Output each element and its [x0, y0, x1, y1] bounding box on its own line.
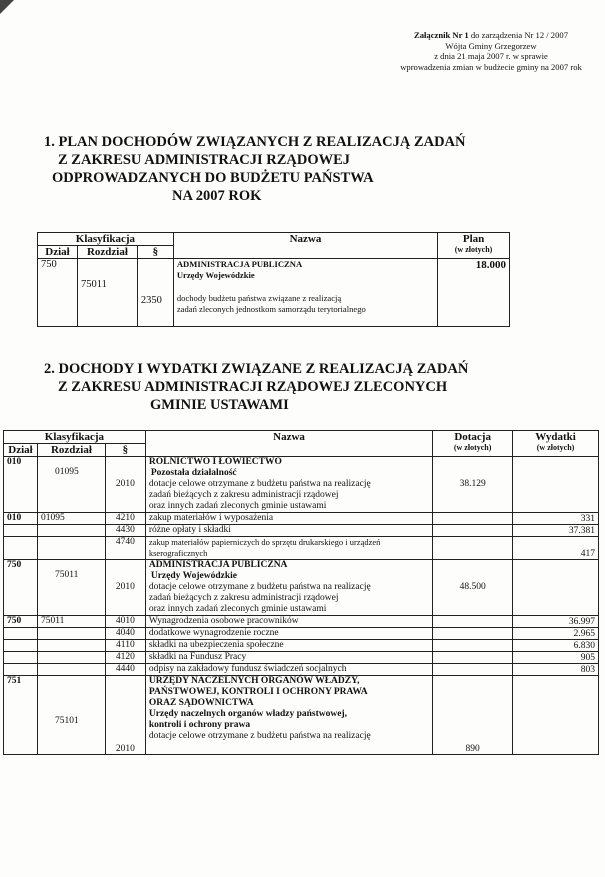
name-line: składki na Fundusz Pracy: [148, 652, 247, 662]
cell-dzial: [4, 652, 38, 664]
cell-rozdzial: 75011: [37, 616, 105, 628]
cell-dotacja: [433, 664, 513, 676]
table-row: [4, 640, 599, 652]
annex-header: [380, 30, 602, 72]
cell-wydatki: 331: [513, 513, 599, 525]
cell-paragraf: 4120: [105, 652, 145, 664]
table-row: [4, 616, 599, 628]
header-dotacja-label: Dotacja: [454, 431, 491, 443]
name-line: Urzędy naczelnych organów władzy państwowej,: [148, 709, 348, 719]
cell-dotacja: [433, 640, 513, 652]
name-line: kserograficznych: [148, 548, 208, 558]
cell-dotacja: [433, 457, 513, 513]
header-wydatki-label: Wydatki: [535, 431, 576, 443]
cell-wydatki: 37.381: [513, 525, 599, 537]
cell-wydatki: 36.997: [513, 616, 599, 628]
cell-dotacja: [433, 537, 513, 560]
annex-issuer: Wójta Gminy Grzegorzew: [445, 40, 537, 51]
name-line: zadań zleconych jednostkom samorządu terytorialnego: [176, 304, 366, 314]
cell-nazwa: [145, 537, 432, 560]
section2-title-line: Z ZAKRESU ADMINISTRACJI RZĄDOWEJ ZLECONYCH: [58, 379, 448, 395]
cell-wydatki: [513, 560, 599, 616]
section1-title-line: ODPROWADZANYCH DO BUDŻETU PAŃSTWA: [52, 170, 374, 186]
cell-rozdzial: [37, 664, 105, 676]
header-dotacja: [433, 431, 513, 457]
cell-rozdzial-value: 75011: [54, 570, 79, 580]
cell-wydatki: [513, 676, 599, 755]
cell-paragraf: [105, 560, 145, 616]
cell-plan: 18.000: [438, 259, 510, 327]
section1-title-line: NA 2007 ROK: [172, 188, 262, 204]
header-dzial: Dział: [38, 246, 78, 259]
cell-dzial: 750: [4, 616, 38, 628]
page-fold-corner: [0, 0, 14, 14]
cell-wydatki: [513, 457, 599, 513]
cell-rozdzial: [37, 525, 105, 537]
header-paragraf: §: [105, 444, 145, 457]
table-row: [4, 513, 599, 525]
header-rozdzial: Rozdział: [77, 246, 137, 259]
section2-title-line: 2. DOCHODY I WYDATKI ZWIĄZANE Z REALIZACJĄ ZADAŃ: [44, 361, 469, 377]
cell-dzial: [4, 640, 38, 652]
header-plan-label: Plan: [462, 233, 485, 245]
name-line: ORAZ SĄDOWNICTWA: [148, 698, 254, 708]
section1-title: [44, 133, 544, 205]
name-line: Pozostała działalność: [150, 468, 237, 478]
cell-dotacja-value: 38.129: [459, 479, 486, 489]
header-plan: [438, 233, 510, 259]
income-expense-table: [3, 430, 599, 755]
section2-title: [44, 360, 554, 414]
annex-ref: do zarządzenia Nr 12 / 2007: [468, 30, 568, 40]
name-line: dodatkowe wynagrodzenie roczne: [148, 628, 279, 638]
cell-dotacja: [433, 513, 513, 525]
table-row: [4, 457, 599, 513]
cell-rozdzial: [37, 457, 105, 513]
cell-rozdzial: [37, 560, 105, 616]
cell-dotacja-value: 890: [465, 744, 480, 754]
income-expense-rows: [4, 457, 599, 755]
cell-dotacja: [433, 560, 513, 616]
cell-dotacja: [433, 652, 513, 664]
header-klasyfikacja: Klasyfikacja: [38, 233, 174, 246]
cell-nazwa: [145, 652, 432, 664]
cell-nazwa: [145, 616, 432, 628]
cell-rozdzial: [37, 652, 105, 664]
cell-nazwa: [145, 457, 432, 513]
name-line: Urzędy Wojewódzkie: [150, 571, 237, 581]
cell-dzial: 010: [4, 457, 38, 513]
cell-wydatki: 2.965: [513, 628, 599, 640]
name-line: Wynagrodzenia osobowe pracowników: [148, 616, 299, 626]
cell-dotacja: [433, 525, 513, 537]
cell-dzial: 750: [38, 259, 78, 327]
cell-dzial: 750: [4, 560, 38, 616]
header-nazwa: Nazwa: [173, 233, 437, 259]
cell-paragraf-value: 2010: [115, 582, 135, 592]
name-line: zakup materiałów papierniczych do sprzętu drukarskiego i urządzeń: [148, 537, 381, 547]
section2-title-line: GMINIE USTAWAMI: [150, 397, 289, 413]
cell-paragraf: [105, 676, 145, 755]
cell-rozdzial: [37, 640, 105, 652]
header-wydatki-unit: (w złotych): [536, 443, 575, 452]
table-row: [4, 664, 599, 676]
cell-wydatki: 803: [513, 664, 599, 676]
cell-paragraf: 4040: [105, 628, 145, 640]
annex-subject: wprowadzenia zmian w budżecie gminy na 2007 rok: [400, 61, 582, 72]
cell-paragraf-value: 2350: [140, 295, 162, 306]
cell-paragraf: 4210: [105, 513, 145, 525]
name-line: PAŃSTWOWEJ, KONTROLI I OCHRONY PRAWA: [148, 687, 368, 697]
name-line: składki na ubezpieczenia społeczne: [148, 640, 284, 650]
name-line: dotacje celowe otrzymane z budżetu państwa na realizację: [148, 731, 371, 741]
name-line: ADMINISTRACJA PUBLICZNA: [148, 560, 288, 570]
name-line: zakup materiałów i wyposażenia: [148, 513, 274, 523]
name-line: ADMINISTRACJA PUBLICZNA: [176, 259, 303, 269]
cell-paragraf: 4740: [105, 537, 145, 560]
cell-nazwa: [145, 664, 432, 676]
header-paragraf: §: [137, 246, 173, 259]
cell-dzial: [4, 525, 38, 537]
name-line: dotacje celowe otrzymane z budżetu państwa na realizację: [148, 582, 371, 592]
table-row: [4, 628, 599, 640]
name-line: dotacje celowe otrzymane z budżetu państwa na realizację: [148, 479, 371, 489]
income-plan-table: [37, 232, 510, 327]
name-line: URZĘDY NACZELNYCH ORGANÓW WŁADZY,: [148, 676, 360, 686]
cell-paragraf-value: 2010: [115, 744, 135, 754]
name-line: dochody budżetu państwa związane z realizacją: [176, 293, 342, 303]
cell-paragraf: 4110: [105, 640, 145, 652]
cell-dzial: [4, 664, 38, 676]
cell-paragraf: [105, 457, 145, 513]
cell-paragraf: 4430: [105, 525, 145, 537]
cell-dzial: 010: [4, 513, 38, 525]
cell-wydatki: 417: [513, 537, 599, 560]
annex-date: z dnia 21 maja 2007 r. w sprawie: [434, 51, 548, 61]
cell-wydatki: 905: [513, 652, 599, 664]
cell-rozdzial: [77, 259, 137, 327]
header-klasyfikacja: Klasyfikacja: [4, 431, 146, 444]
table-row: [4, 560, 599, 616]
cell-paragraf-value: 2010: [115, 479, 135, 489]
header-wydatki: [513, 431, 599, 457]
cell-nazwa: [145, 560, 432, 616]
cell-dzial: [4, 628, 38, 640]
name-line: zadań bieżących z zakresu administracji rządowej: [148, 593, 339, 603]
header-dzial: Dział: [4, 444, 38, 457]
name-line: różne opłaty i składki: [148, 525, 231, 535]
cell-nazwa: [145, 525, 432, 537]
cell-rozdzial: 01095: [37, 513, 105, 525]
cell-wydatki: 6.830: [513, 640, 599, 652]
cell-dotacja: [433, 616, 513, 628]
annex-number: Załącznik Nr 1: [413, 30, 469, 40]
name-line: ROLNICTWO I ŁOWIECTWO: [148, 457, 282, 467]
cell-dzial: 751: [4, 676, 38, 755]
cell-nazwa: [145, 676, 432, 755]
header-plan-unit: (w złotych): [454, 245, 493, 254]
cell-dotacja-value: 48.500: [459, 582, 486, 592]
cell-rozdzial: [37, 537, 105, 560]
name-line: Urzędy Wojewódzkie: [176, 270, 255, 280]
cell-nazwa: [145, 640, 432, 652]
cell-paragraf: 4010: [105, 616, 145, 628]
table-row: [4, 525, 599, 537]
cell-rozdzial: [37, 628, 105, 640]
table-row: [4, 652, 599, 664]
cell-dzial: [4, 537, 38, 560]
table-row: [4, 537, 599, 560]
section1-title-line: 1. PLAN DOCHODÓW ZWIĄZANYCH Z REALIZACJĄ ZADAŃ: [44, 134, 466, 150]
cell-rozdzial-value: 75011: [80, 279, 107, 290]
name-line: odpisy na zakładowy fundusz świadczeń socjalnych: [148, 664, 347, 674]
name-line: oraz innych zadań zleconych gminie ustawami: [148, 501, 327, 511]
header-nazwa: Nazwa: [145, 431, 432, 457]
cell-rozdzial-value: 01095: [54, 467, 79, 477]
section1-title-line: Z ZAKRESU ADMINISTRACJI RZĄDOWEJ: [58, 152, 351, 168]
header-rozdzial: Rozdział: [37, 444, 105, 457]
name-line: zadań bieżących z zakresu administracji rządowej: [148, 490, 339, 500]
name-line: oraz innych zadań zleconych gminie ustawami: [148, 604, 327, 614]
name-line: kontroli i ochrony prawa: [148, 720, 251, 730]
header-dotacja-unit: (w złotych): [453, 443, 492, 452]
cell-nazwa: [173, 259, 437, 327]
cell-nazwa: [145, 628, 432, 640]
table-row: [4, 676, 599, 755]
cell-rozdzial: [37, 676, 105, 755]
cell-rozdzial-value: 75101: [54, 716, 79, 726]
cell-nazwa: [145, 513, 432, 525]
cell-paragraf: 4440: [105, 664, 145, 676]
cell-paragraf: [137, 259, 173, 327]
cell-dotacja: [433, 676, 513, 755]
cell-dotacja: [433, 628, 513, 640]
